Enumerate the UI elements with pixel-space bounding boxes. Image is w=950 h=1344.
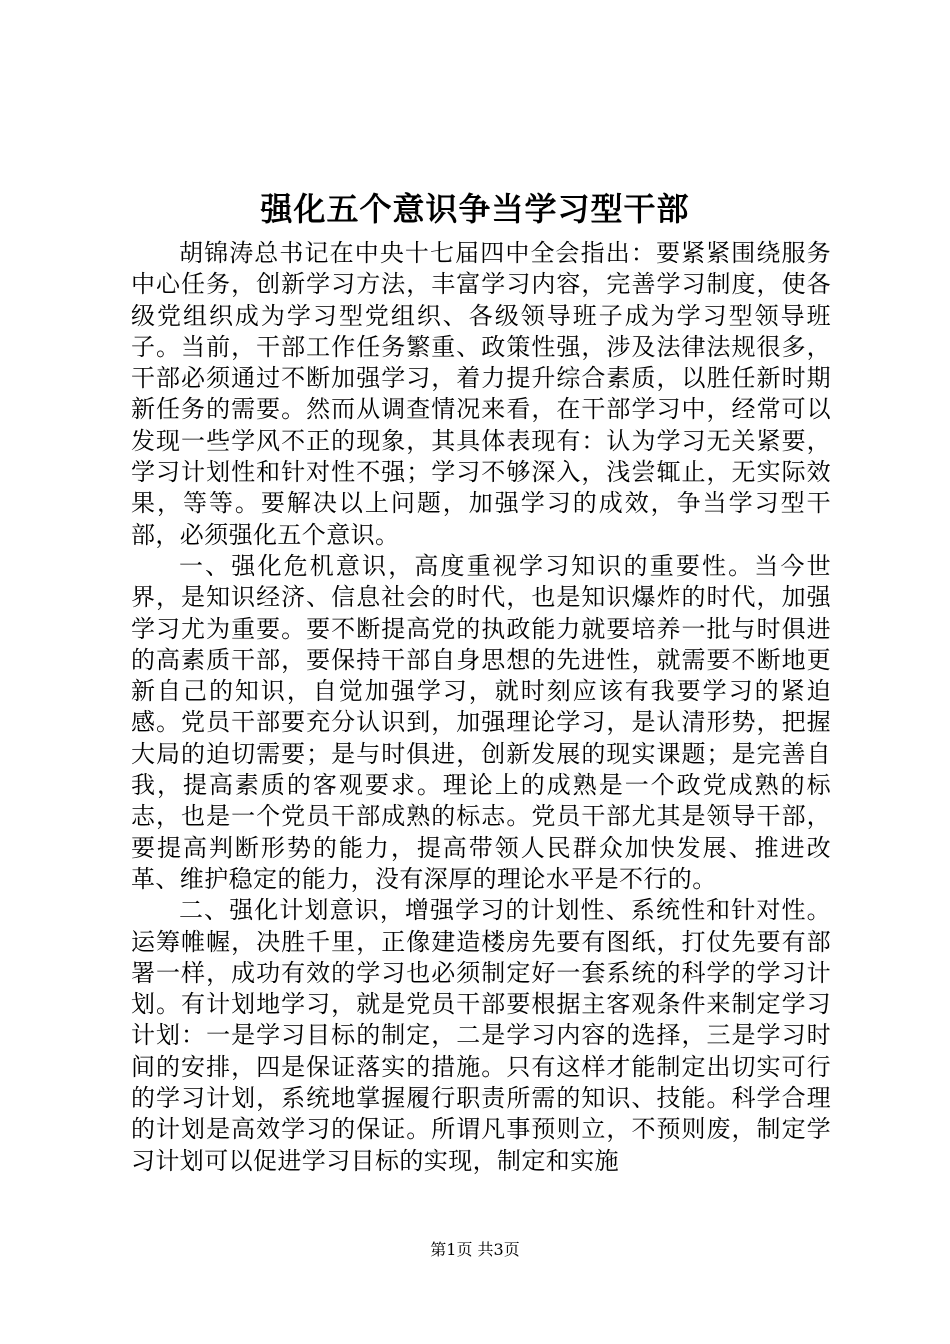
paragraph-intro: 胡锦涛总书记在中央十七届四中全会指出：要紧紧围绕服务中心任务，创新学习方法，丰富学习内容，完善学习制度，使各级党组织成为学习型党组织、各级领导班子成为学习型领导班子。当前，干部工作任务繁重、政策性强，涉及法律法规很多，干部必须通过不断加强学习，着力提升综合素质，以胜任新时期新任务的需要。然而从调查情况来看，在干部学习中，经常可以发现一些学风不正的现象，其具体表现有：认为学习无关紧要，学习计划性和针对性不强；学习不够深入，浅尝辄止，无实际效果，等等。要解决以上问题，加强学习的成效，争当学习型干部，必须强化五个意识。: [131, 239, 831, 549]
document-title: 强化五个意识争当学习型干部: [260, 190, 690, 228]
paragraph-section-1: 一、强化危机意识，高度重视学习知识的重要性。当今世界，是知识经济、信息社会的时代，也是知识爆炸的时代，加强学习尤为重要。要不断提高党的执政能力就要培养一批与时俱进的高素质干部，要保持干部自身思想的先进性，就需要不断地更新自己的知识，自觉加强学习，就时刻应该有我要学习的紧迫感。党员干部要充分认识到，加强理论学习，是认清形势，把握大局的迫切需要；是与时俱进，创新发展的现实课题；是完善自我，提高素质的客观要求。理论上的成熟是一个政党成熟的标志，也是一个党员干部成熟的标志。党员干部尤其是领导干部，要提高判断形势的能力，提高带领人民群众加快发展、推进改革、维护稳定的能力，没有深厚的理论水平是不行的。: [131, 551, 831, 893]
page-number-footer: 第1页 共3页: [430, 1240, 520, 1259]
paragraph-section-2: 二、强化计划意识，增强学习的计划性、系统性和针对性。运筹帷幄，决胜千里，正像建造楼房先要有图纸，打仗先要有部署一样，成功有效的学习也必须制定好一套系统的科学的学习计划。有计划地学习，就是党员干部要根据主客观条件来制定学习计划：一是学习目标的制定，二是学习内容的选择，三是学习时间的安排，四是保证落实的措施。只有这样才能制定出切实可行的学习计划，系统地掌握履行职责所需的知识、技能。科学合理的计划是高效学习的保证。所谓凡事预则立，不预则废，制定学习计划可以促进学习目标的实现，制定和实施: [131, 896, 831, 1175]
document-body: [131, 238, 831, 1177]
